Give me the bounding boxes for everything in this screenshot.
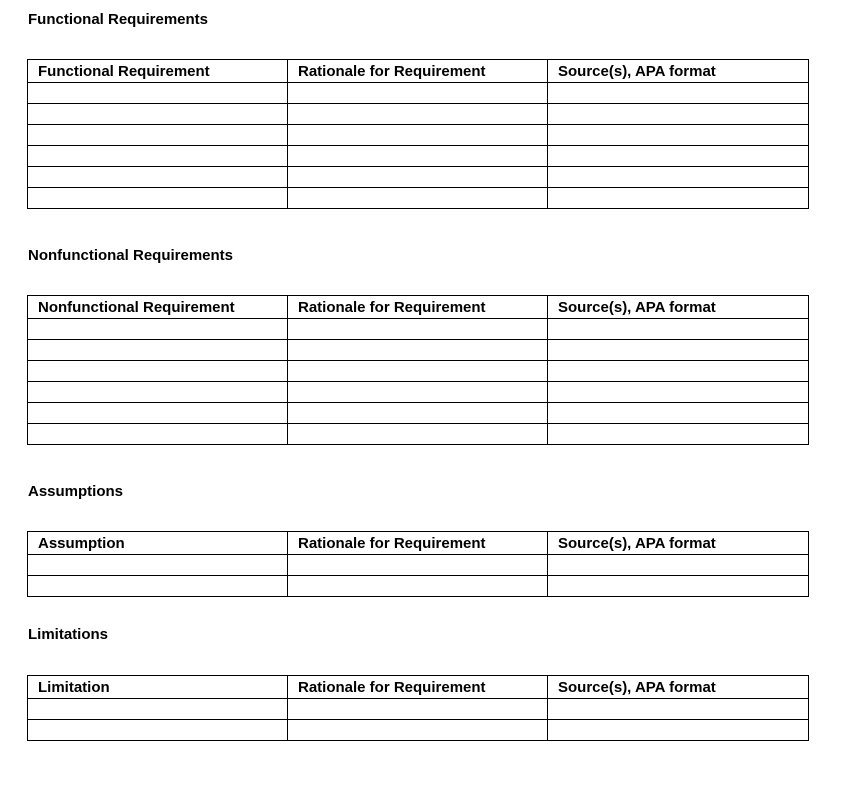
table-cell[interactable] (548, 576, 809, 597)
table-cell[interactable] (28, 104, 288, 125)
table-header-row (28, 60, 809, 83)
table-header-row (28, 532, 809, 555)
table-row (28, 319, 809, 340)
table-cell[interactable] (548, 188, 809, 209)
table-cell[interactable] (28, 167, 288, 188)
table-cell[interactable] (548, 83, 809, 104)
column-header-sources: Source(s), APA format (548, 60, 809, 83)
table-cell[interactable] (548, 319, 809, 340)
table-cell[interactable] (288, 720, 548, 741)
table-cell[interactable] (288, 146, 548, 167)
table-cell[interactable] (288, 361, 548, 382)
assumptions-heading: Assumptions (28, 483, 124, 500)
table-row (28, 83, 809, 104)
table-row (28, 188, 809, 209)
column-header-requirement: Nonfunctional Requirement (28, 296, 288, 319)
table-row (28, 699, 809, 720)
table-row (28, 403, 809, 424)
table-cell[interactable] (548, 699, 809, 720)
table-row (28, 167, 809, 188)
nonfunctional-requirements-heading: Nonfunctional Requirements (28, 247, 234, 264)
table-cell[interactable] (548, 382, 809, 403)
table-row (28, 424, 809, 445)
column-header-assumption: Assumption (28, 532, 288, 555)
table-cell[interactable] (288, 125, 548, 146)
table-cell[interactable] (28, 361, 288, 382)
table-cell[interactable] (548, 555, 809, 576)
column-header-limitation: Limitation (28, 676, 288, 699)
table-cell[interactable] (28, 720, 288, 741)
table-cell[interactable] (28, 424, 288, 445)
table-row (28, 720, 809, 741)
table-row (28, 555, 809, 576)
table-cell[interactable] (288, 699, 548, 720)
assumptions-table (27, 531, 809, 597)
table-row (28, 146, 809, 167)
table-cell[interactable] (288, 424, 548, 445)
table-cell[interactable] (288, 340, 548, 361)
table-cell[interactable] (548, 146, 809, 167)
table-header-row (28, 296, 809, 319)
table-cell[interactable] (288, 188, 548, 209)
table-header-row (28, 676, 809, 699)
column-header-rationale: Rationale for Requirement (288, 532, 548, 555)
functional-requirements-heading: Functional Requirements (28, 11, 209, 28)
table-row (28, 104, 809, 125)
table-cell[interactable] (548, 720, 809, 741)
column-header-sources: Source(s), APA format (548, 532, 809, 555)
table-cell[interactable] (28, 576, 288, 597)
table-cell[interactable] (28, 382, 288, 403)
table-cell[interactable] (548, 403, 809, 424)
table-cell[interactable] (288, 319, 548, 340)
table-row (28, 361, 809, 382)
table-cell[interactable] (548, 340, 809, 361)
column-header-sources: Source(s), APA format (548, 296, 809, 319)
table-cell[interactable] (28, 403, 288, 424)
table-cell[interactable] (28, 125, 288, 146)
table-cell[interactable] (548, 167, 809, 188)
column-header-rationale: Rationale for Requirement (288, 296, 548, 319)
table-cell[interactable] (28, 146, 288, 167)
table-cell[interactable] (28, 340, 288, 361)
table-row (28, 576, 809, 597)
table-cell[interactable] (288, 382, 548, 403)
table-cell[interactable] (288, 576, 548, 597)
table-cell[interactable] (548, 104, 809, 125)
table-cell[interactable] (28, 319, 288, 340)
limitations-heading: Limitations (28, 626, 109, 643)
limitations-table (27, 675, 809, 741)
table-row (28, 340, 809, 361)
column-header-requirement: Functional Requirement (28, 60, 288, 83)
table-cell[interactable] (28, 555, 288, 576)
table-cell[interactable] (548, 424, 809, 445)
table-cell[interactable] (548, 361, 809, 382)
table-cell[interactable] (288, 403, 548, 424)
table-cell[interactable] (288, 555, 548, 576)
table-cell[interactable] (288, 167, 548, 188)
table-row (28, 382, 809, 403)
table-cell[interactable] (28, 699, 288, 720)
nonfunctional-requirements-table (27, 295, 809, 445)
table-cell[interactable] (28, 188, 288, 209)
functional-requirements-table (27, 59, 809, 209)
table-cell[interactable] (288, 104, 548, 125)
column-header-rationale: Rationale for Requirement (288, 60, 548, 83)
column-header-rationale: Rationale for Requirement (288, 676, 548, 699)
column-header-sources: Source(s), APA format (548, 676, 809, 699)
table-cell[interactable] (28, 83, 288, 104)
table-cell[interactable] (548, 125, 809, 146)
table-cell[interactable] (288, 83, 548, 104)
table-row (28, 125, 809, 146)
